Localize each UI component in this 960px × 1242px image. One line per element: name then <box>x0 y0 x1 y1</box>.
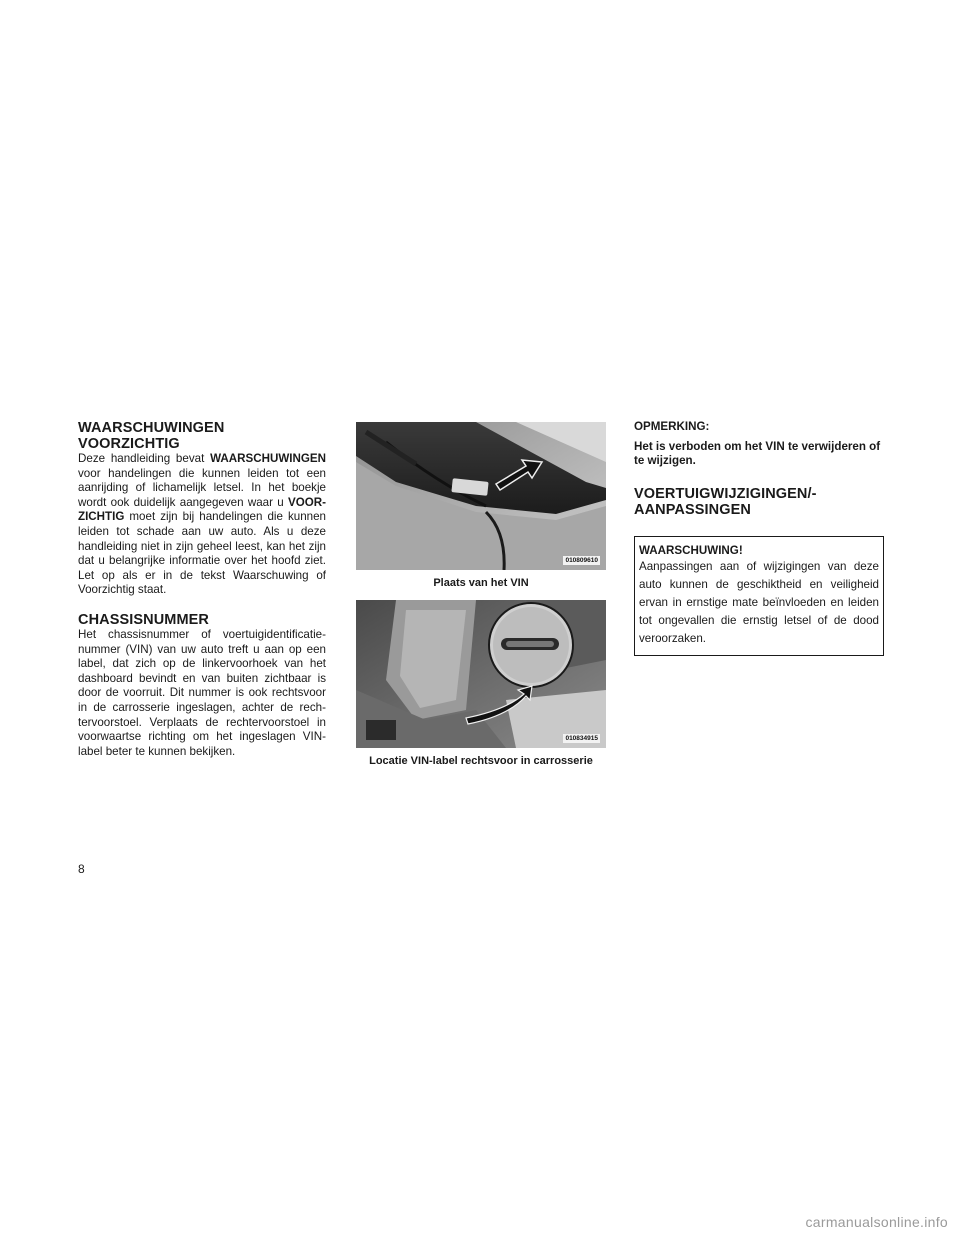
figure-caption: Locatie VIN-label rechtsvoor in carrosserie <box>369 755 593 767</box>
warning-text: Aanpassingen aan of wijzigingen van deze auto kunnen de geschiktheid en veiligheid ervan in ernstige mate beïnvloeden en leiden tot ongevallen die ernstig letsel of de dood veroorzaken. <box>639 560 879 645</box>
seat-photo <box>356 600 606 748</box>
heading-line: VOERTUIGWIJZIGINGEN/- <box>634 486 817 502</box>
right-column <box>634 420 884 656</box>
figure-vin-body <box>356 600 606 748</box>
section-heading-warnings: WAARSCHUWINGEN VOORZICHTIG <box>78 420 225 452</box>
text-run-bold: WAARSCHUWINGEN <box>210 452 326 465</box>
text-run: voor handelingen die kunnen leiden tot een aanrijding of lichamelijk letsel. In het boekje wordt ook duidelijk aangegeven waar u <box>78 466 326 509</box>
figure-code: 010834915 <box>565 735 598 742</box>
warning-title: WAARSCHUWING! <box>639 544 743 557</box>
watermark: carmanualsonline.info <box>805 1214 948 1230</box>
figure-caption: Plaats van het VIN <box>433 577 529 589</box>
section-heading-modifications <box>634 486 884 518</box>
warning-box <box>634 536 884 656</box>
warnings-paragraph <box>78 452 326 598</box>
section-heading-vin: CHASSISNUMMER <box>78 611 209 628</box>
vin-paragraph: Het chassisnummer of voertuigidentificatienummer (VIN) van uw auto treft u aan op een label, dat zich op de linkervoorhoek van het dashboard bevindt en van buiten zichtbaar is door de voorruit. Dit nummer is ook rechtsvoor in de carrosserie ingeslagen, achter de rechtervoorstoel. Verplaats de rechtervoorstoel in voorwaartse richting om het ingeslagen VIN-label beter te kunnen bekijken. <box>78 627 326 758</box>
text-run: Deze handleiding bevat <box>78 452 211 465</box>
note-text: Het is verboden om het VIN te verwijderen of te wijzigen. <box>634 440 881 467</box>
figure-code: 010809610 <box>565 557 598 564</box>
text-run-bold: VOORZICHTIG <box>78 495 326 524</box>
dashboard-photo <box>356 422 606 570</box>
middle-column <box>356 422 606 778</box>
text-run: moet zijn bij handelingen die kunnen leiden tot schade aan uw auto. Als u deze handleiding niet in zijn geheel leest, kan het zijn dat u belangrijke informatie over het hoofd ziet. Let op als er in de tekst Waarschuwing of Voorzichtig staat. <box>78 510 326 597</box>
note-heading: OPMERKING: <box>634 420 710 433</box>
left-column <box>78 420 326 759</box>
page-number: 8 <box>78 862 85 876</box>
heading-line: AANPASSINGEN <box>634 502 751 518</box>
figure-vin-location <box>356 422 606 570</box>
